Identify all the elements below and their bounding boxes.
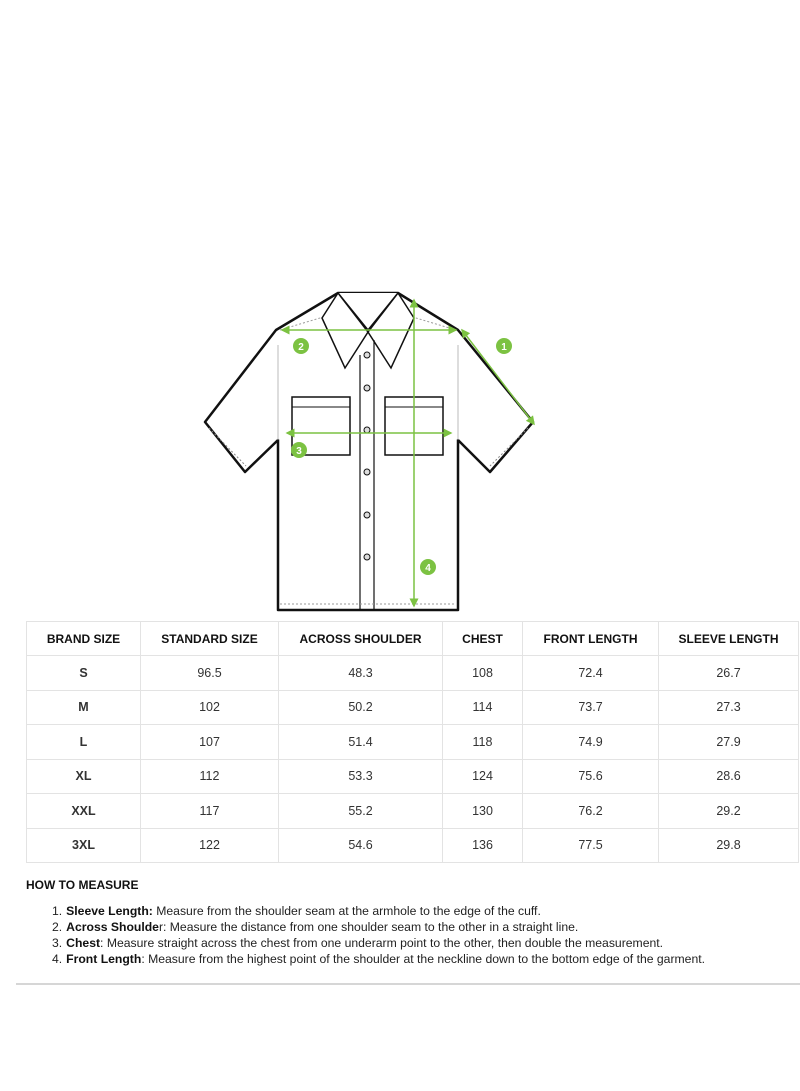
svg-text:3: 3: [296, 446, 302, 457]
table-cell: 117: [141, 794, 279, 829]
table-cell: 122: [141, 828, 279, 863]
table-cell: 53.3: [279, 759, 443, 794]
table-cell: 27.9: [659, 725, 799, 760]
table-cell: 3XL: [27, 828, 141, 863]
table-cell: 136: [443, 828, 523, 863]
table-row: [27, 725, 799, 760]
table-cell: 114: [443, 690, 523, 725]
table-cell: 28.6: [659, 759, 799, 794]
marker-4: [420, 559, 436, 575]
marker-1: [496, 338, 512, 354]
table-cell: 26.7: [659, 656, 799, 691]
table-cell: 118: [443, 725, 523, 760]
column-header: BRAND SIZE: [27, 622, 141, 656]
column-header: ACROSS SHOULDER: [279, 622, 443, 656]
table-cell: 77.5: [523, 828, 659, 863]
table-cell: 75.6: [523, 759, 659, 794]
table-cell: 54.6: [279, 828, 443, 863]
list-item: 3. Chest: Measure straight across the chest from one underarm point to the other, then double the measurement.: [52, 936, 664, 950]
table-cell: XXL: [27, 794, 141, 829]
column-header: SLEEVE LENGTH: [659, 622, 799, 656]
table-header-row: [27, 622, 799, 656]
table-cell: 74.9: [523, 725, 659, 760]
table-cell: M: [27, 690, 141, 725]
table-cell: 102: [141, 690, 279, 725]
shirt-diagram: [195, 285, 550, 615]
marker-3: [291, 442, 307, 458]
table-cell: 130: [443, 794, 523, 829]
table-cell: L: [27, 725, 141, 760]
table-cell: XL: [27, 759, 141, 794]
table-cell: 124: [443, 759, 523, 794]
table-cell: 29.8: [659, 828, 799, 863]
table-cell: 76.2: [523, 794, 659, 829]
table-cell: 112: [141, 759, 279, 794]
table-cell: 72.4: [523, 656, 659, 691]
marker-2: [293, 338, 309, 354]
table-cell: 108: [443, 656, 523, 691]
list-item: 2. Across Shoulder: Measure the distance from one shoulder seam to the other in a straight line.: [52, 920, 579, 934]
svg-text:4: 4: [425, 563, 431, 574]
table-row: [27, 690, 799, 725]
table-row: [27, 759, 799, 794]
column-header: FRONT LENGTH: [523, 622, 659, 656]
svg-text:2: 2: [298, 342, 304, 353]
shirt-outline: [205, 293, 533, 610]
table-cell: 48.3: [279, 656, 443, 691]
column-header: CHEST: [443, 622, 523, 656]
table-cell: 55.2: [279, 794, 443, 829]
table-row: [27, 794, 799, 829]
divider: [16, 983, 800, 985]
table-row: [27, 656, 799, 691]
table-cell: 29.2: [659, 794, 799, 829]
how-to-measure-list: [52, 903, 705, 967]
size-chart-table: [26, 621, 799, 863]
how-to-measure-title: HOW TO MEASURE: [26, 878, 139, 892]
table-row: [27, 828, 799, 863]
table-cell: 27.3: [659, 690, 799, 725]
svg-text:1: 1: [501, 342, 507, 353]
table-cell: 51.4: [279, 725, 443, 760]
table-cell: 96.5: [141, 656, 279, 691]
table-cell: S: [27, 656, 141, 691]
column-header: STANDARD SIZE: [141, 622, 279, 656]
list-item: 1. Sleeve Length: Measure from the shoulder seam at the armhole to the edge of the cuff.: [52, 904, 541, 918]
list-item: 4. Front Length: Measure from the highest point of the shoulder at the neckline down to the bottom edge of the garment.: [52, 952, 705, 966]
table-cell: 50.2: [279, 690, 443, 725]
table-cell: 107: [141, 725, 279, 760]
table-cell: 73.7: [523, 690, 659, 725]
